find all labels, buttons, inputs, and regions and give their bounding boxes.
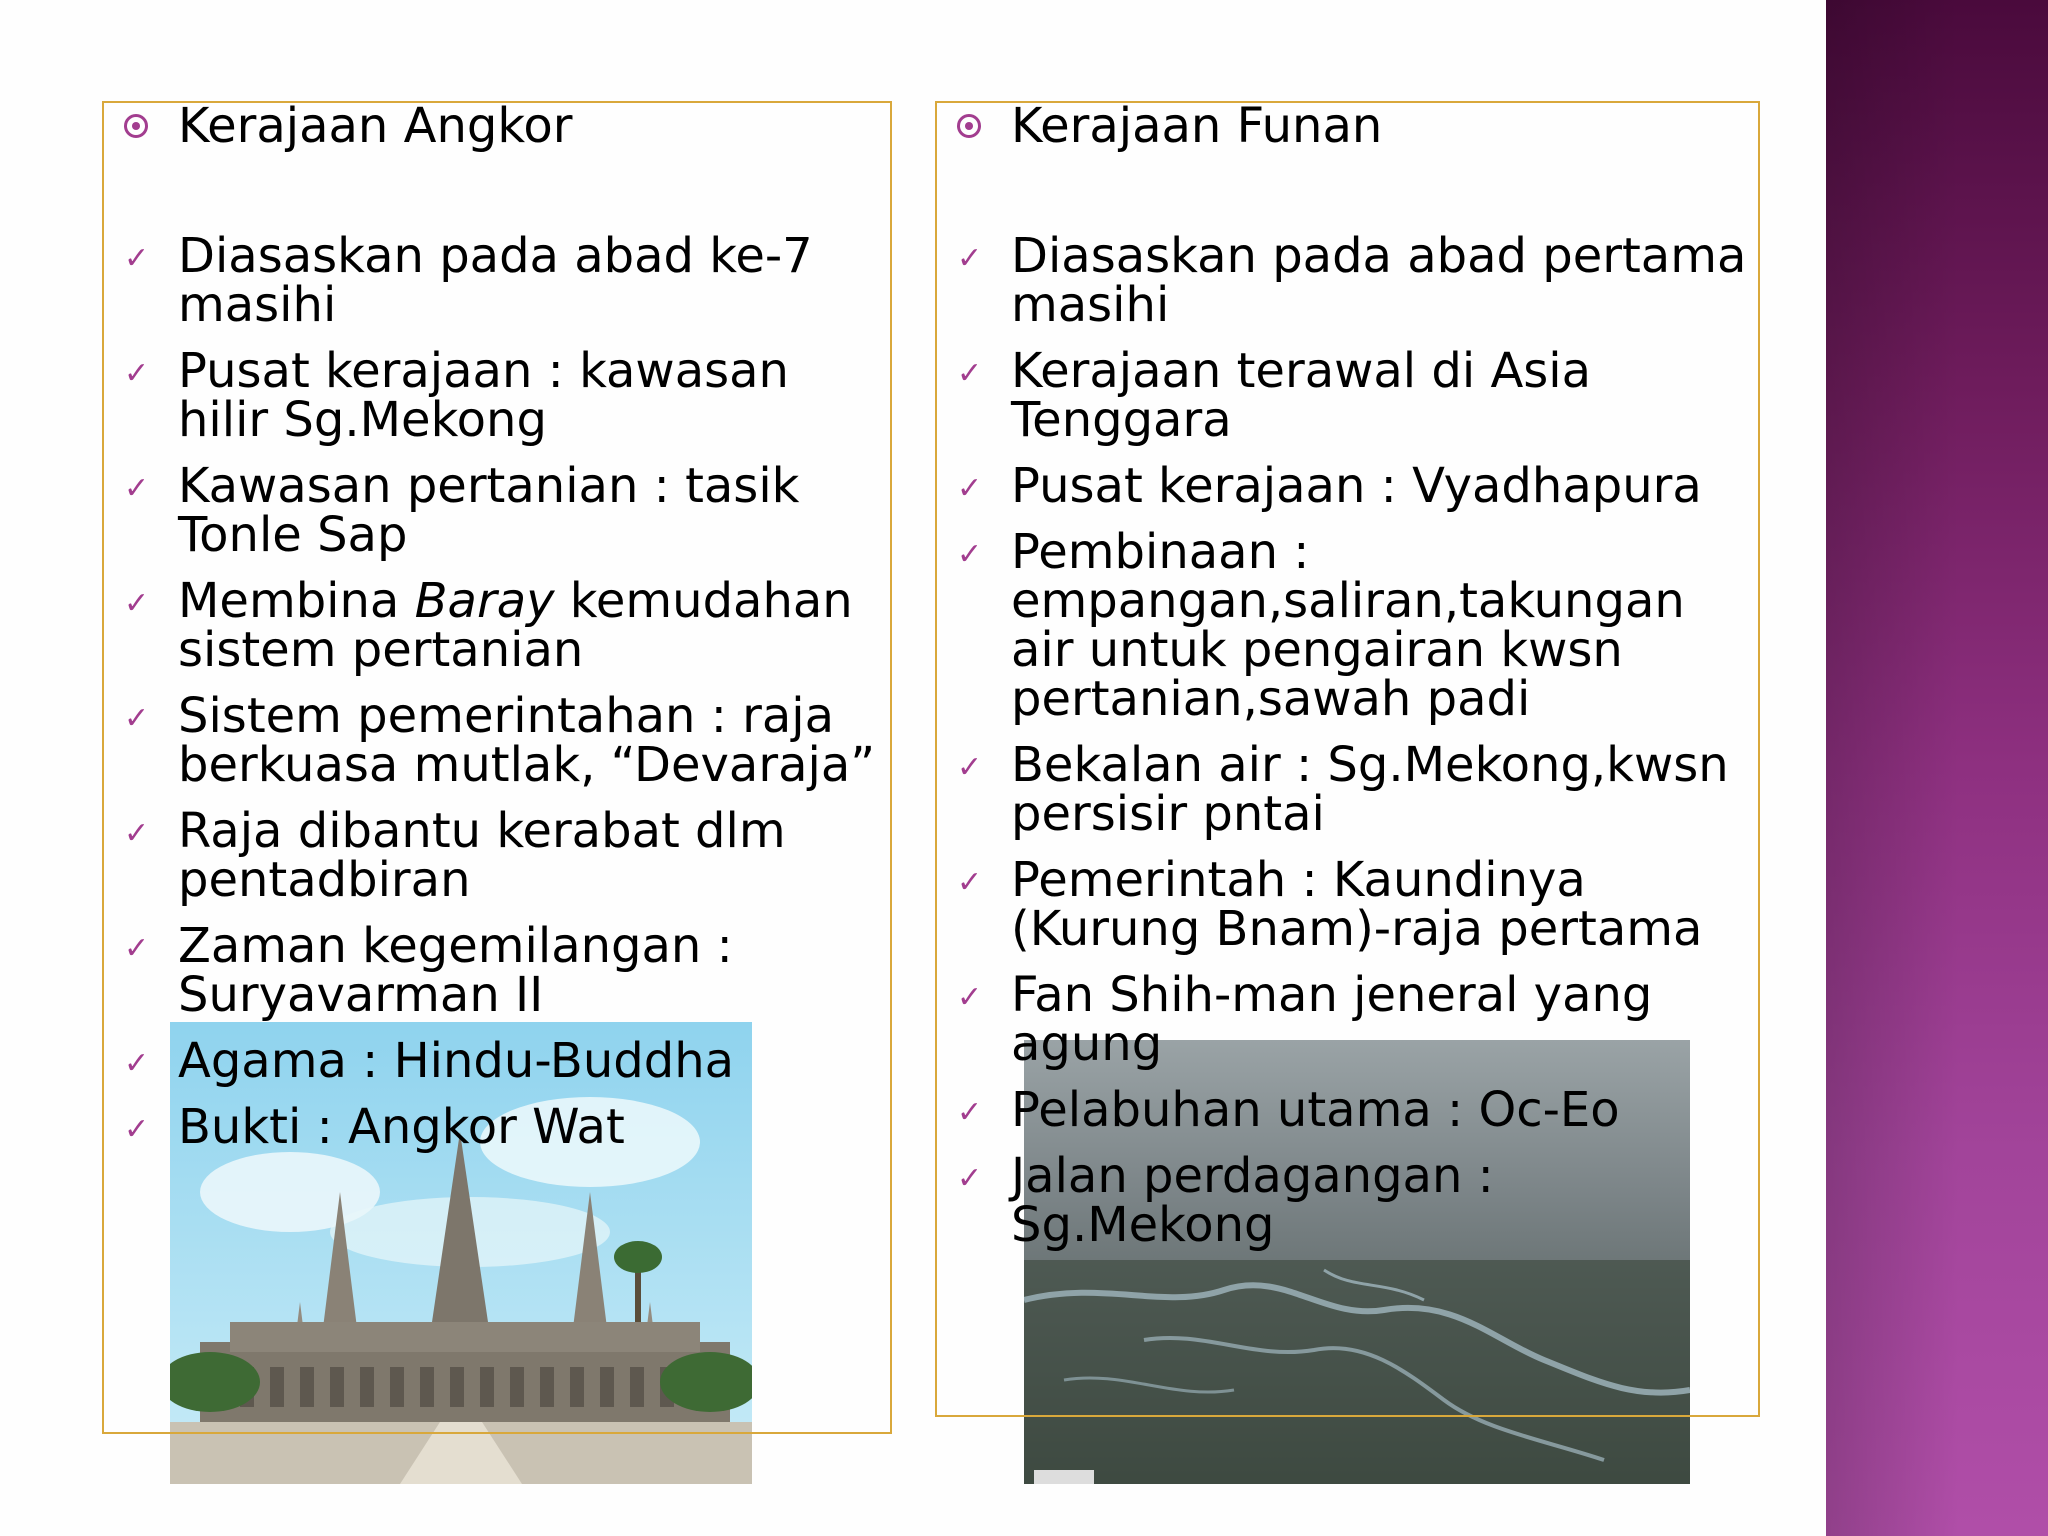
checkmark-icon: ✓ — [957, 356, 983, 391]
list-item: ✓ Pelabuhan utama : Oc-Eo — [957, 1082, 1620, 1138]
checkmark-icon: ✓ — [124, 701, 150, 736]
circle-bullet-icon — [122, 100, 178, 138]
checkmark-icon: ✓ — [957, 1161, 983, 1196]
checkmark-icon: ✓ — [124, 1112, 150, 1147]
angkor-heading — [122, 100, 882, 152]
list-item: ✓ Zaman kegemilangan : Suryavarman II — [124, 918, 733, 1023]
checkmark-icon: ✓ — [957, 865, 983, 900]
list-item: ✓ Bukti : Angkor Wat — [124, 1099, 625, 1155]
funan-heading — [955, 100, 1755, 152]
checkmark-icon: ✓ — [124, 241, 150, 276]
list-item: ✓ Jalan perdagangan : Sg.Mekong — [957, 1148, 1494, 1253]
decorative-side-band — [1826, 0, 2048, 1536]
checkmark-icon: ✓ — [957, 1095, 983, 1130]
checkmark-icon: ✓ — [957, 750, 983, 785]
funan-column — [955, 100, 1755, 1267]
list-item: ✓ Membina Baray kemudahan sistem pertanian — [124, 573, 853, 678]
list-item: ✓ Pembinaan : empangan,saliran,takungan air untuk pengairan kwsn pertanian,sawah padi — [957, 524, 1685, 727]
checkmark-icon: ✓ — [124, 816, 150, 851]
checkmark-icon: ✓ — [957, 537, 983, 572]
checkmark-icon: ✓ — [957, 471, 983, 506]
list-item: ✓ Kerajaan terawal di Asia Tenggara — [957, 343, 1592, 448]
angkor-title: Kerajaan Angkor — [178, 98, 573, 154]
angkor-column — [122, 100, 882, 1169]
list-item: ✓ Diasaskan pada abad pertama masihi — [957, 228, 1747, 333]
list-item: ✓ Diasaskan pada abad ke-7 masihi — [124, 228, 813, 333]
list-item: ✓ Kawasan pertanian : tasik Tonle Sap — [124, 458, 800, 563]
list-item: ✓ Pemerintah : Kaundinya (Kurung Bnam)-raja pertama — [957, 852, 1703, 957]
circle-bullet-icon — [955, 100, 1011, 138]
checkmark-icon: ✓ — [124, 931, 150, 966]
checkmark-icon: ✓ — [957, 241, 983, 276]
list-item: ✓ Bekalan air : Sg.Mekong,kwsn persisir pntai — [957, 737, 1729, 842]
checkmark-icon: ✓ — [124, 586, 150, 621]
list-item: ✓ Fan Shih-man jeneral yang agung — [957, 967, 1653, 1072]
funan-title: Kerajaan Funan — [1011, 98, 1383, 154]
list-item: ✓ Raja dibantu kerabat dlm pentadbiran — [124, 803, 786, 908]
list-item: ✓ Agama : Hindu-Buddha — [124, 1033, 735, 1089]
checkmark-icon: ✓ — [124, 356, 150, 391]
checkmark-icon: ✓ — [124, 471, 150, 506]
checkmark-icon: ✓ — [124, 1046, 150, 1081]
list-item: ✓ Sistem pemerintahan : raja berkuasa mutlak, “Devaraja” — [124, 688, 876, 793]
list-item: ✓ Pusat kerajaan : kawasan hilir Sg.Mekong — [124, 343, 789, 448]
checkmark-icon: ✓ — [957, 980, 983, 1015]
list-item: ✓ Pusat kerajaan : Vyadhapura — [957, 458, 1702, 514]
